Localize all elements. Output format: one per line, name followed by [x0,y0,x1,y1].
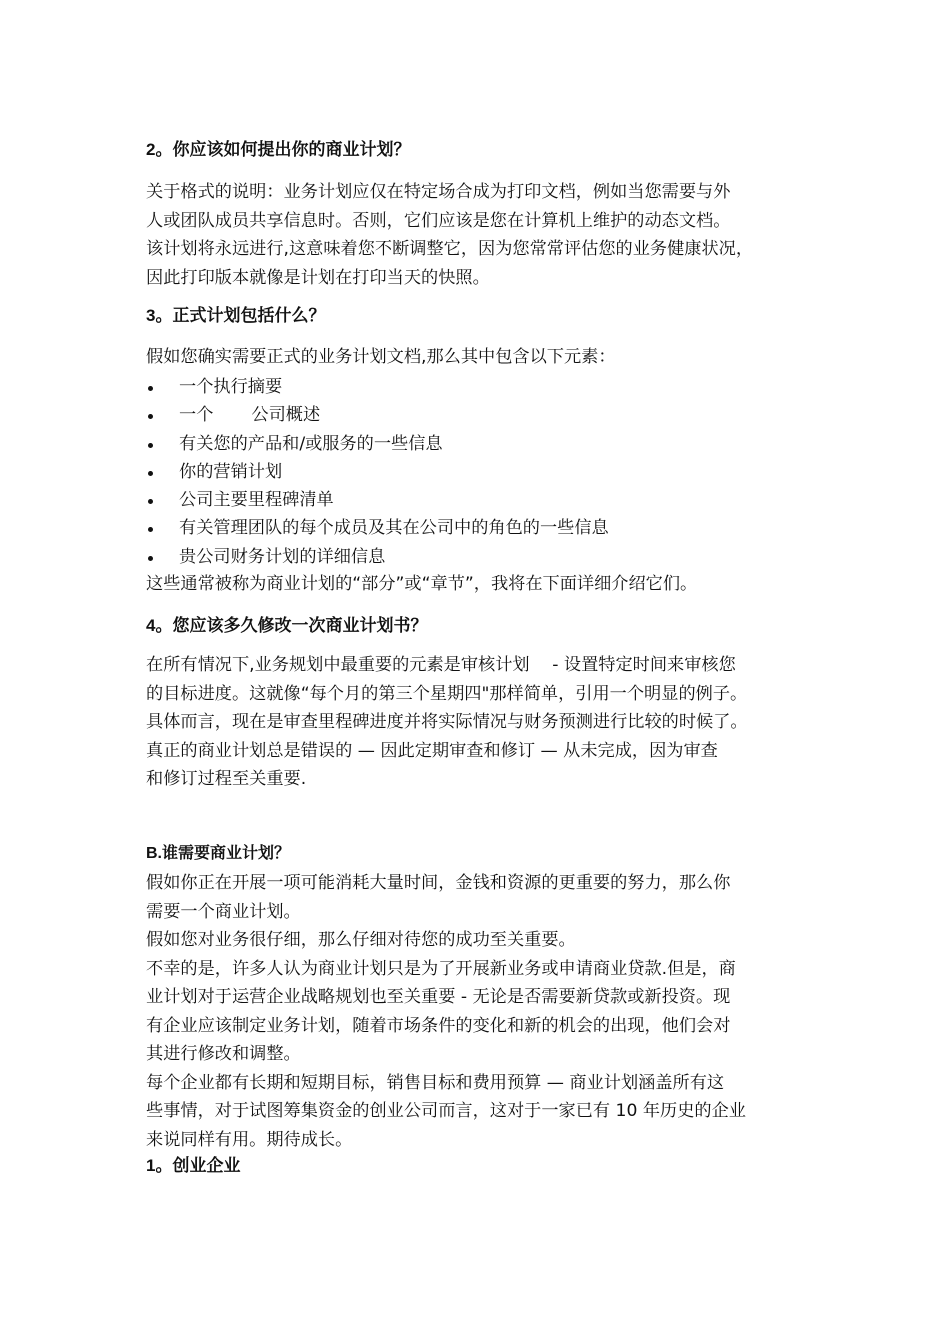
list-item [146,514,609,542]
heading-section-4: 4。您应该多久修改一次商业计划书？ [146,616,428,635]
text-line: 有企业应该制定业务计划，随着市场条件的变化和新的机会的出现，他们会对 [146,1015,731,1036]
bullet-icon [148,527,153,532]
paragraph-outro [146,570,826,599]
heading-section-2: 2。你应该如何提出你的商业计划？ [146,140,411,159]
text-line: 真正的商业计划总是错误的 — 因此定期审查和修订 — 从未完成，因为审查 [146,740,718,761]
heading-section-3: 3。正式计划包括什么？ [146,306,326,325]
heading-section-1-startup: 1。创业企业 [146,1156,241,1175]
text-line: 业计划对于运营企业战略规划也至关重要 - 无论是否需要新贷款或新投资。现 [146,987,731,1007]
list-item-text: 一个执行摘要 [179,377,283,397]
list-item-text-suffix: 公司概述 [251,405,321,426]
list-item-text: 你的营销计划 [179,461,283,482]
text-line: 这些通常被称为商业计划的“部分”或“章节”，我将在下面详细介绍它们。 [146,574,698,594]
text-line: 人或团队成员共享信息时。否则，它们应该是您在计算机上维护的动态文档。 [146,210,731,231]
bullet-icon [148,443,153,448]
text-line: 来说同样有用。期待成长。 [146,1129,353,1150]
text-line: 假如您确实需要正式的业务计划文档,那么其中包含以下元素： [146,347,616,367]
text-line: 假如你正在开展一项可能消耗大量时间，金钱和资源的更重要的努力，那么你 [146,873,731,893]
bullet-icon [148,556,153,561]
list-item [146,430,609,458]
list-item [146,543,609,571]
text-line: 因此打印版本就像是计划在打印当天的快照。 [146,267,490,288]
text-line: 些事情，对于试图筹集资金的创业公司而言，这对于一家已有 10 年历史的企业 [146,1101,746,1121]
heading-section-b: B.谁需要商业计划？ [146,845,291,862]
text-line: 需要一个商业计划。 [146,901,301,922]
text-line: 在所有情况下,业务规划中最重要的元素是审核计划 - 设置特定时间来审核您 [146,655,736,675]
bullet-icon [148,471,153,476]
list-item [146,458,609,486]
list-item-text: 有关您的产品和/或服务的一些信息 [179,433,443,454]
paragraph-review-plan [146,651,826,794]
text-line: 该计划将永远进行,这意味着您不断调整它，因为您常常评估您的业务健康状况， [146,239,754,259]
text-line: 每个企业都有长期和短期目标，销售目标和费用预算 — 商业计划涵盖所有这 [146,1072,725,1093]
list-item-text: 公司主要里程碑清单 [179,490,334,511]
paragraph-format-note [146,178,826,292]
paragraph-intro [146,343,826,372]
list-item [146,373,609,401]
bullet-icon [148,386,153,391]
list-item [146,401,609,429]
text-line: 不幸的是，许多人认为商业计划只是为了开展新业务或申请商业贷款.但是，商 [146,958,736,979]
list-item-text: 贵公司财务计划的详细信息 [179,546,386,567]
text-line: 其进行修改和调整。 [146,1044,301,1064]
text-line: 和修订过程至关重要. [146,769,307,789]
list-item [146,486,609,514]
text-line: 的目标进度。这就像“每个月的第三个星期四"那样简单，引用一个明显的例子。 [146,683,748,704]
list-item-text: 有关管理团队的每个成员及其在公司中的角色的一些信息 [179,518,609,539]
paragraph-who-needs [146,869,826,1154]
bullet-icon [148,499,153,504]
text-line: 关于格式的说明：业务计划应仅在特定场合成为打印文档，例如当您需要与外 [146,182,731,202]
list-item-text: 一个 [179,405,214,426]
element-list [146,373,609,571]
bullet-icon [148,414,153,419]
text-line: 假如您对业务很仔细，那么仔细对待您的成功至关重要。 [146,930,576,950]
text-line: 具体而言，现在是审查里程碑进度并将实际情况与财务预测进行比较的时候了。 [146,712,748,732]
